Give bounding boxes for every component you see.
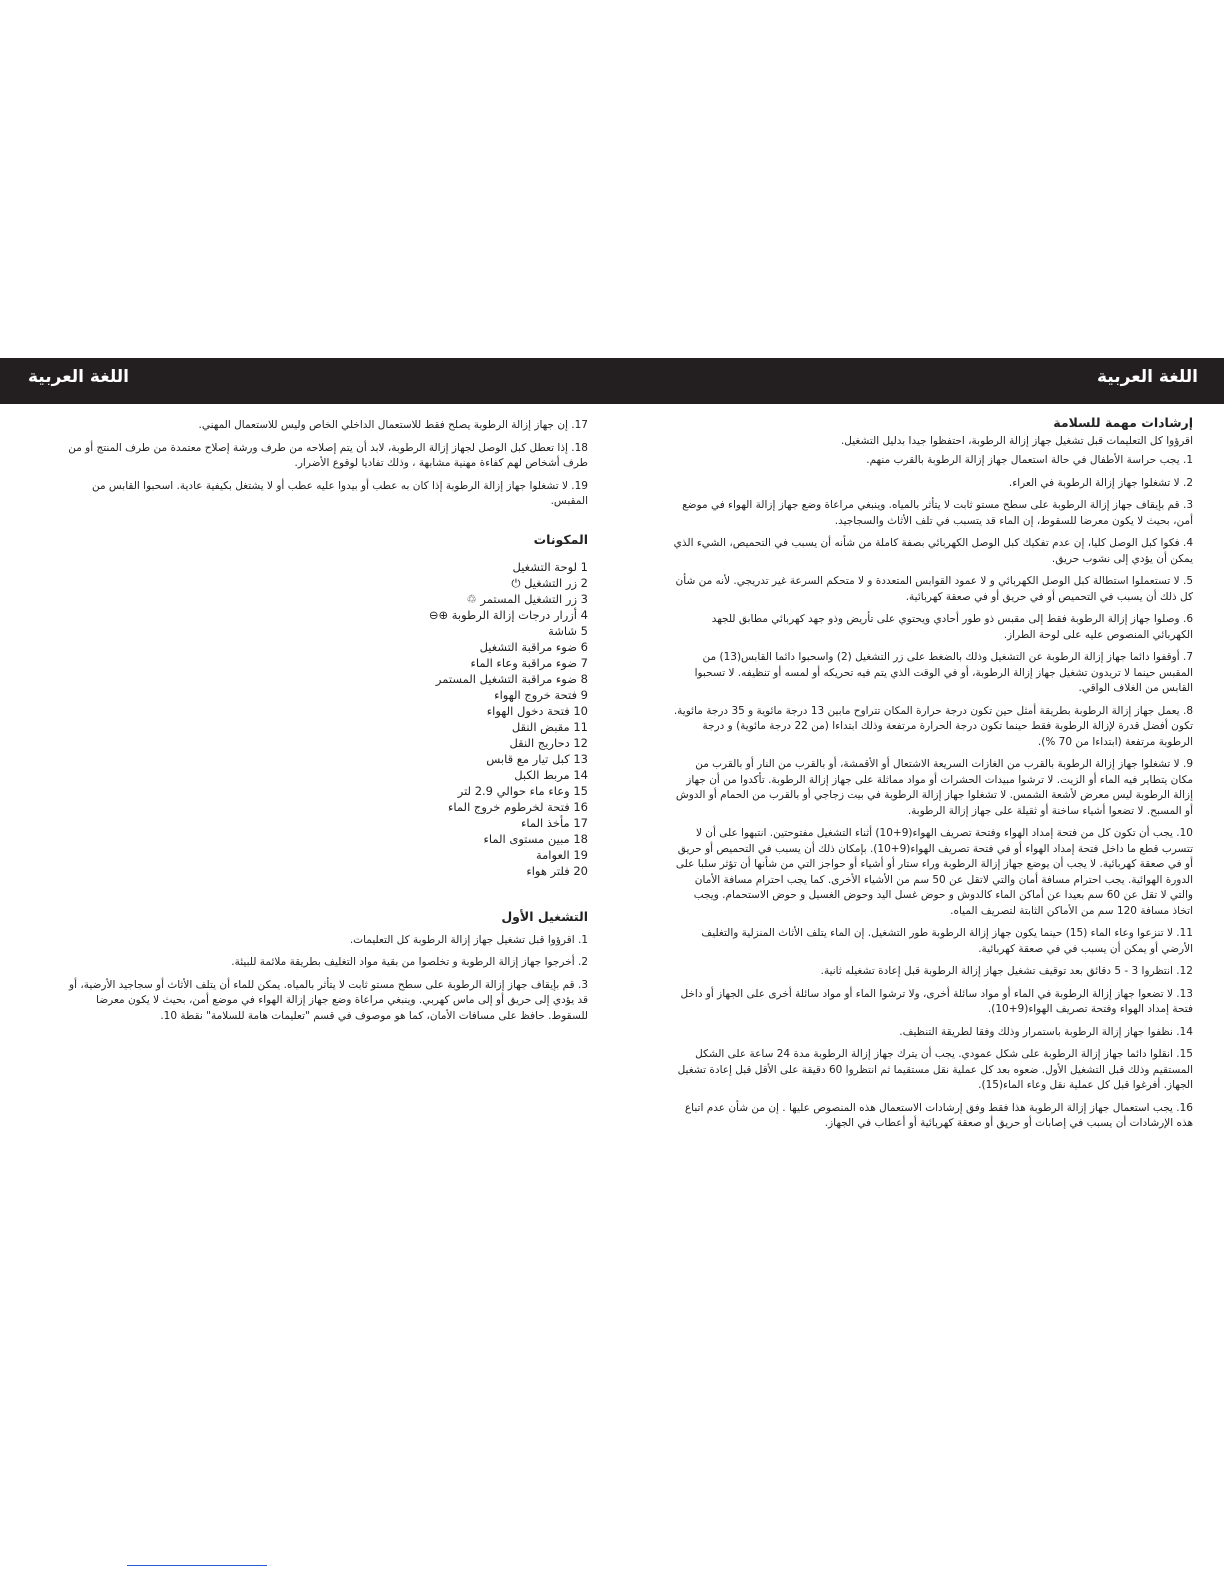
safety-item: 14. نظفوا جهاز إزالة الرطوبة باستمرار وذلك وفقا لطريقة التنظيف.: [899, 1025, 1193, 1038]
safety-item: 7. أوقفوا دائما جهاز إزالة الرطوبة عن التشغيل وذلك بالضغط على زر التشغيل (2) واسحبوا دائما القابس(13) من المقبس حينما لا تريدون تشغيل جهاز إزالة الرطوبة، أو في الوقت الذي يتم فيه تحريكه أو لمسه أو تنظيفه. لا تسحبوا القابس من الغلاف الواقي.: [694, 651, 1193, 694]
safety-instructions-column: [673, 415, 1193, 1139]
component-item: 13 كبل تيار مع قابس: [486, 752, 588, 766]
safety-item: 2. لا تشغلوا جهاز إزالة الرطوبة في العراء.: [1008, 476, 1193, 489]
first-use-item: 2. أخرجوا جهاز إزالة الرطوبة و تخلصوا من بقية مواد التغليف بطريقة ملائمة للبيئة.: [231, 956, 588, 968]
first-use-item: 3. قم بإيقاف جهاز إزالة الرطوبة على سطح مستو ثابت لا يتأثر بالمياه. يمكن للماء أن يتلف الأثاث أو سجاجيد الأرضية، أو قد يؤدي إلى حريق أو إلى ماس كهربي. وينبغي مراعاة وضع جهاز إزالة الهواء في موضع أمن، بحيث لا يكون معرضا للسقوط. حافظ على مسافات الأمان، كما هو موصوف في قسم "تعليمات هامة للسلامة" نقطة 10.: [69, 978, 588, 1022]
safety-item: 17. إن جهاز إزالة الرطوبة يصلح فقط للاستعمال الداخلي الخاص وليس للاستعمال المهني.: [198, 419, 588, 431]
page-header-bar: [0, 358, 1224, 404]
safety-item: 4. فكوا كبل الوصل كليا، إن عدم تفكيك كبل الوصل الكهربائي بصفة كاملة من شأنه أن يسبب في التحميص، الشيء الذي يمكن أن يؤدي إلى نشوب حريق.: [673, 537, 1193, 565]
safety-item: 8. يعمل جهاز إزالة الرطوبة بطريقة أمثل حين تكون درجة حرارة المكان تتراوح مابين 13 درجة مائوية و 35 درجة مائوية. تكون أفضل قدرة لإزالة الرطوبة فقط حينما تكون درجة الحرارة مرتفعة وذلك ابتداءا (من 22 درجة مائوية) و درجة الرطوبة مرتفعة (ابتداءا من 70 %).: [673, 704, 1193, 748]
safety-item: 15. انقلوا دائما جهاز إزالة الرطوبة على شكل عمودي. يجب أن يترك جهاز إزالة الرطوبة مدة 24 ساعة على الشكل المستقيم وذلك قبل التشغيل الأول. ضعوه بعد كل عملية نقل مستقيما ثم انتظروا 60 دقيقة على الأقل قبل إعادة تشغيل الجهاز. أفرغوا قبل كل عملية نقل وعاء الماء(15).: [677, 1048, 1193, 1091]
component-item: 6 ضوء مراقبة التشغيل: [479, 640, 588, 654]
safety-item: 6. وصلوا جهاز إزالة الرطوبة فقط إلى مقبس ذو طور أحادي ويحتوي على تأريض وذو جهد كهربائي مطابق للجهد الكهربائي المنصوص عليه على لوحة الطراز.: [711, 613, 1193, 641]
header-title-left: اللغة العربية: [28, 367, 129, 387]
safety-intro: اقرؤوا كل التعليمات قبل تشغيل جهاز إزالة الرطوبة، احتفظوا جيدا بدليل التشغيل.: [840, 434, 1193, 447]
component-item: 1 لوحة التشغيل: [512, 560, 588, 574]
safety-item: 5. لا تستعملوا استطالة كبل الوصل الكهربائي و لا عمود القوابس المتعددة و لا متحكم السرعة غير تدريجي. لأنه من شأن كل ذلك أن يسبب في التحميص أو في حريق أو في صعقة كهربائية.: [675, 575, 1193, 603]
safety-item: 3. قم بإيقاف جهاز إزالة الرطوبة على سطح مستو ثابت لا يتأثر بالمياه. وينبغي مراعاة وضع جهاز إزالة الهواء في موضع أمن، بحيث لا يكون معرضا للسقوط، إن الماء قد يتسبب في تلف الأثاث والسجاجيد.: [682, 499, 1193, 527]
safety-item: 16. يجب استعمال جهاز إزالة الرطوبة هذا فقط وفق إرشادات الاستعمال هذه المنصوص عليها . إن من شأن عدم اتباع هذه الإرشادات أن يسبب في إصابات أو حريق أو صعقة كهربائية أو أعطاب في الجهاز.: [684, 1101, 1193, 1129]
safety-item: 10. يجب أن تكون كل من فتحة إمداد الهواء وفتحة تصريف الهواء(9+10) أثناء التشغيل مفتوحتين. انتبهوا على أن لا تتسرب قطع ما داخل فتحة إمداد الهواء أو في فتحة تصريف الهواء(9+10). بإمكان ذلك أن يسبب في التحميص أو حريق أو في صعقة كهربائية. لا يجب أن يوضع جهاز إزالة الرطوبة وراء ستار أو أشياء أو حواجز التي من شأنها أن تؤثر سلبا على الدورة الهوائية. يجب احترام مسافة أمان والتي لاتقل عن 50 سم من الأشياء الأخرى. كما يجب احترام مسافة الأمان والتي لا تقل عن 60 سم بعيدا عن أماكن الماء كالدوش و حوض غسل اليد وحوض الغسيل و حوض الاستحمام. ويجب اتخاذ مسافة 120 سم من الأماكن الثابتة لتصريف المياه.: [675, 827, 1193, 917]
first-use-heading: التشغيل الأول: [501, 909, 588, 924]
footer-rule: [127, 1565, 267, 1566]
safety-item: 12. انتظروا 3 - 5 دقائق بعد توقيف تشغيل جهاز إزالة الرطوبة قبل إعادة تشغيله ثانية.: [820, 965, 1193, 977]
components-column: [68, 418, 588, 1031]
component-item: 12 دحاريج النقل: [509, 736, 588, 750]
component-item: 18 مبين مستوى الماء: [483, 832, 588, 846]
header-title-right: اللغة العربية: [1097, 367, 1198, 387]
safety-item: 11. لا تنزعوا وعاء الماء (15) حينما يكون جهاز إزالة الرطوبة طور التشغيل. إن الماء يتلف الأثاث المنزلية والتغليف الأرضي أو يمكن أن يسبب في في صعقة كهربائية.: [701, 927, 1193, 955]
component-item: 10 فتحة دخول الهواء: [486, 704, 588, 718]
component-item: 11 مقبض النقل: [511, 720, 588, 734]
safety-item: 19. لا تشغلوا جهاز إزالة الرطوبة إذا كان به عطب أو بيدوا عليه عطب أو لا يشتغل بكيفية عادية. اسحبوا القابس من المقبس.: [91, 479, 588, 507]
first-use-item: 1. اقرؤوا قبل تشغيل جهاز إزالة الرطوبة كل التعليمات.: [349, 933, 588, 946]
component-item: 19 العوامة: [535, 848, 588, 862]
component-item: 14 مربط الكبل: [514, 768, 588, 782]
component-item: 16 فتحة لخرطوم خروج الماء: [448, 800, 588, 814]
component-item: 5 شاشة: [548, 624, 588, 638]
safety-item: 13. لا تضعوا جهاز إزالة الرطوبة في الماء أو مواد سائلة أخرى، ولا ترشوا الماء أو مواد سائلة أخرى على الجهاز أو داخل فتحة إمداد الهواء وفتحة تصريف الهواء(9+10).: [680, 987, 1193, 1015]
component-item: 17 مأخذ الماء: [520, 816, 588, 830]
component-item: 2 زر التشغيل ⏻: [511, 576, 588, 590]
component-item: 9 فتحة خروج الهواء: [494, 688, 588, 702]
component-item: 8 ضوء مراقبة التشغيل المستمر: [435, 672, 588, 686]
safety-item: 1. يجب حراسة الأطفال في حالة استعمال جهاز إزالة الرطوبة بالقرب منهم.: [866, 454, 1193, 466]
component-item: 20 فلتر هواء: [526, 864, 588, 878]
components-heading: المكونات: [533, 531, 588, 547]
safety-heading: إرشادات مهمة للسلامة: [1053, 415, 1193, 430]
component-item: 15 وعاء ماء حوالي 2.9 لتر: [457, 784, 588, 798]
components-list: [68, 559, 588, 879]
safety-item: 18. إذا تعطل كبل الوصل لجهاز إزالة الرطوبة، لابد أن يتم إصلاحه من طرف ورشة إصلاح معتمدة من طرف المنتج أو من طرف أشخاص لهم كفاءة مهنية مشابهة ، وذلك تفاديا لوقوع الأضرار.: [68, 441, 588, 469]
component-item: 7 ضوء مراقبة وعاء الماء: [470, 656, 588, 670]
component-item: 4 أزرار درجات إزالة الرطوبة ⊕⊖: [428, 608, 588, 622]
safety-item: 9. لا تشغلوا جهاز إزالة الرطوبة بالقرب من الغازات السريعة الاشتعال أو الأقمشة، أو بالقرب من النار أو بالقرب من مكان يتطاير فيه الماء أو الزيت. لا ترشوا مبيدات الحشرات أو مواد مماثلة على جهاز إزالة الرطوبة. تأكدوا من أن جهاز إزالة الرطوبة ليس معرض لأشعة الشمس. لا تشغلوا جهاز إزالة الرطوبة في بيت زجاجي أو بالقرب من الحمام أو الدوش أو المسبح. لا تضعوا أشياء ساخنة أو ثقيلة على جهاز إزالة الرطوبة.: [675, 758, 1193, 817]
component-item: 3 زر التشغيل المستمر ♲: [466, 592, 588, 606]
